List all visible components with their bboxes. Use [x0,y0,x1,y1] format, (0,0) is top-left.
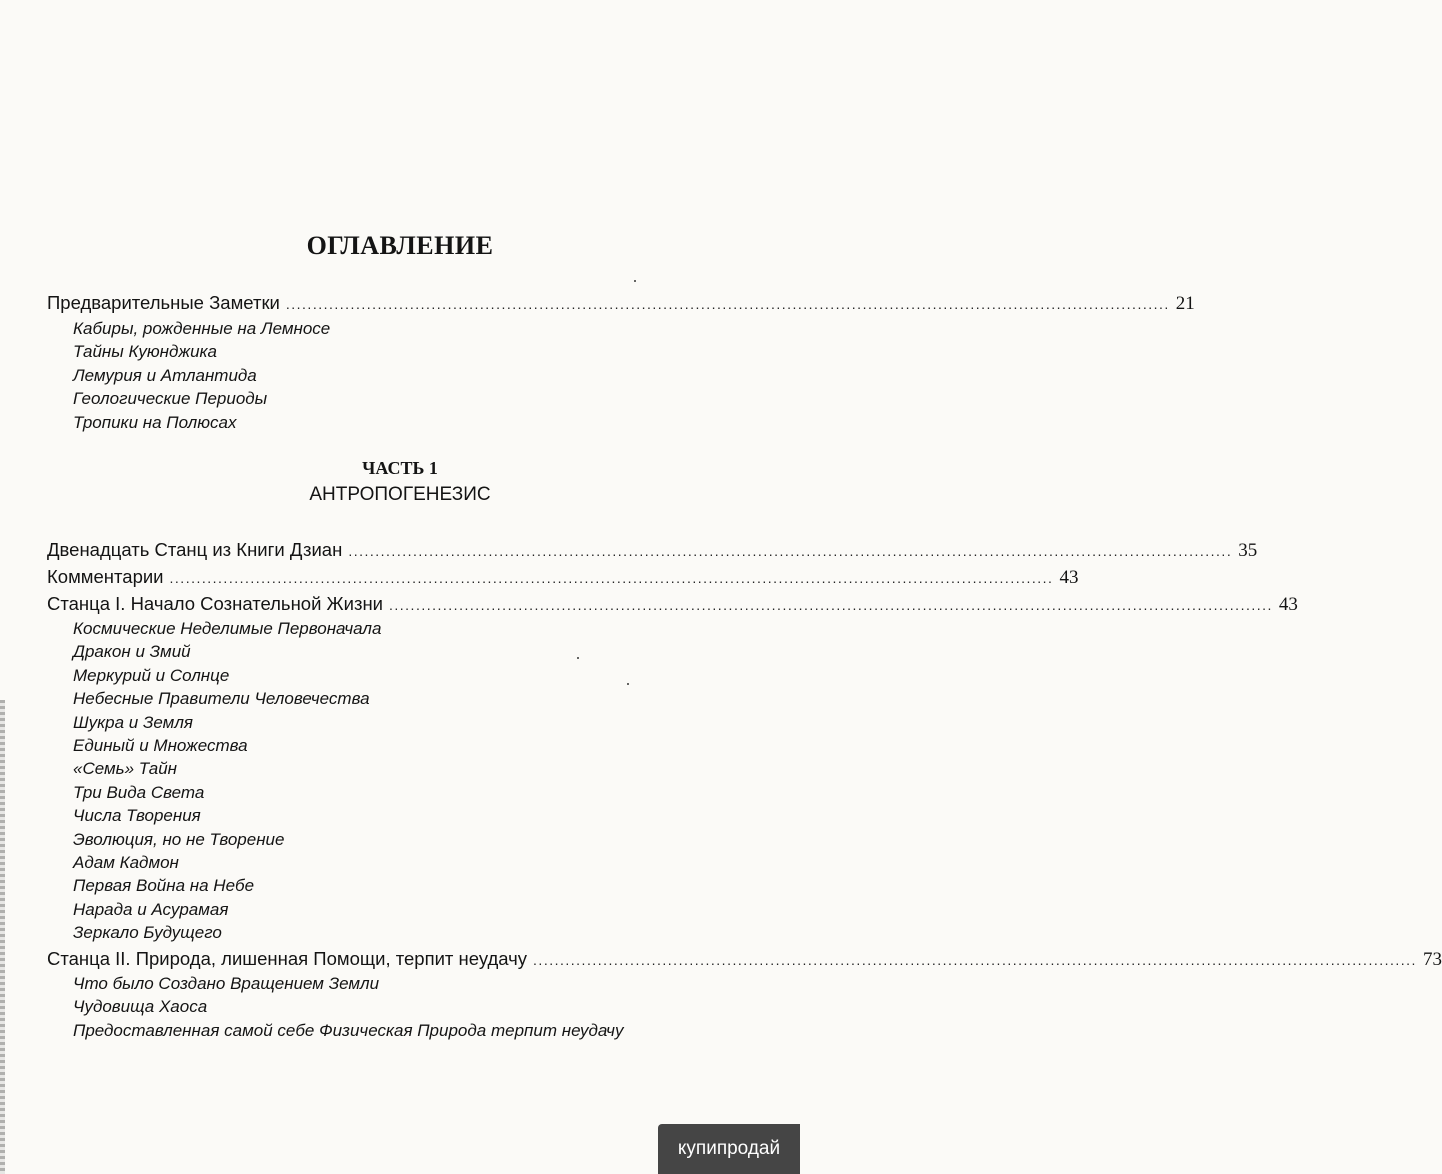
toc-page-number: 21 [1175,293,1195,314]
subsection-item: Дракон и Змий [73,642,191,662]
page-title: ОГЛАВЛЕНИЕ [306,231,494,260]
subsection-item: Чудовища Хаоса [73,997,208,1017]
toc-entry-label: Предварительные Заметки [47,292,280,313]
part-subtitle: АНТРОПОГЕНЕЗИС [309,484,491,505]
subsection-item: Небесные Правители Человечества [73,689,370,709]
stanza-1-subsections [73,617,381,945]
subsection-item: Зеркало Будущего [73,923,222,943]
scan-speck [627,683,629,685]
dot-leader: .................................................................................................................................................................... [285,296,1170,312]
toc-entry-commentary [47,566,1079,589]
toc-entry-stanza-1 [47,593,1298,616]
toc-page-number: 73 [1422,949,1442,970]
subsection-item: «Семь» Тайн [73,759,178,779]
subsection-item: Числа Творения [73,806,201,826]
part-heading: ЧАСТЬ 1 [362,458,438,478]
subsection-item: Лемурия и Атлантида [73,365,257,385]
subsection-item: Что было Создано Вращением Земли [73,974,380,993]
subsection-item: Геологические Периоды [73,389,268,409]
toc-entry-label: Станца II. Природа, лишенная Помощи, терпит неудачу [47,948,528,969]
toc-page-number: 35 [1238,540,1258,561]
subsection-item: Адам Кадмон [73,853,179,873]
toc-entry-stanzas [47,539,1258,562]
dot-leader: .................................................................................................................................................................... [389,597,1273,613]
preliminary-subsections [73,317,330,434]
toc-entry-label: Комментарии [47,566,164,587]
stanza-2-subsections [73,972,623,1042]
subsection-item: Тайны Куюнджика [73,342,218,362]
subsection-item: Тропики на Полюсах [73,412,237,432]
subsection-item: Космические Неделимые Первоначала [73,619,382,638]
toc-entry-label: Двенадцать Станц из Книги Дзиан [47,539,343,560]
watermark-badge [658,1124,800,1174]
subsection-item: Три Вида Света [73,782,205,802]
toc-entry-stanza-2 [47,948,1442,971]
toc-entry-label: Станца I. Начало Сознательной Жизни [47,593,383,614]
subsection-item: Предоставленная самой себе Физическая Природа терпит неудачу [73,1020,624,1040]
subsection-item: Шукра и Земля [73,712,194,732]
dot-leader: .................................................................................................................................................................... [169,570,1054,586]
toc-page-number: 43 [1278,594,1298,615]
subsection-item: Кабиры, рожденные на Лемносе [73,319,331,338]
watermark-text: купипродай [677,1138,781,1159]
scan-speck [634,280,636,282]
subsection-item: Эволюция, но не Творение [73,829,285,849]
dot-leader: .................................................................................................................................................................... [348,543,1233,559]
toc-page-number: 43 [1059,567,1079,588]
scan-speck [577,657,579,659]
subsection-item: Меркурий и Солнце [73,665,230,685]
dot-leader: .................................................................................................................................................................... [533,952,1417,968]
scan-edge [0,700,5,1174]
subsection-item: Нарада и Асурамая [73,899,229,919]
subsection-item: Первая Война на Небе [73,876,255,896]
toc-entry-preliminary [47,292,1195,315]
subsection-item: Единый и Множества [73,736,248,756]
